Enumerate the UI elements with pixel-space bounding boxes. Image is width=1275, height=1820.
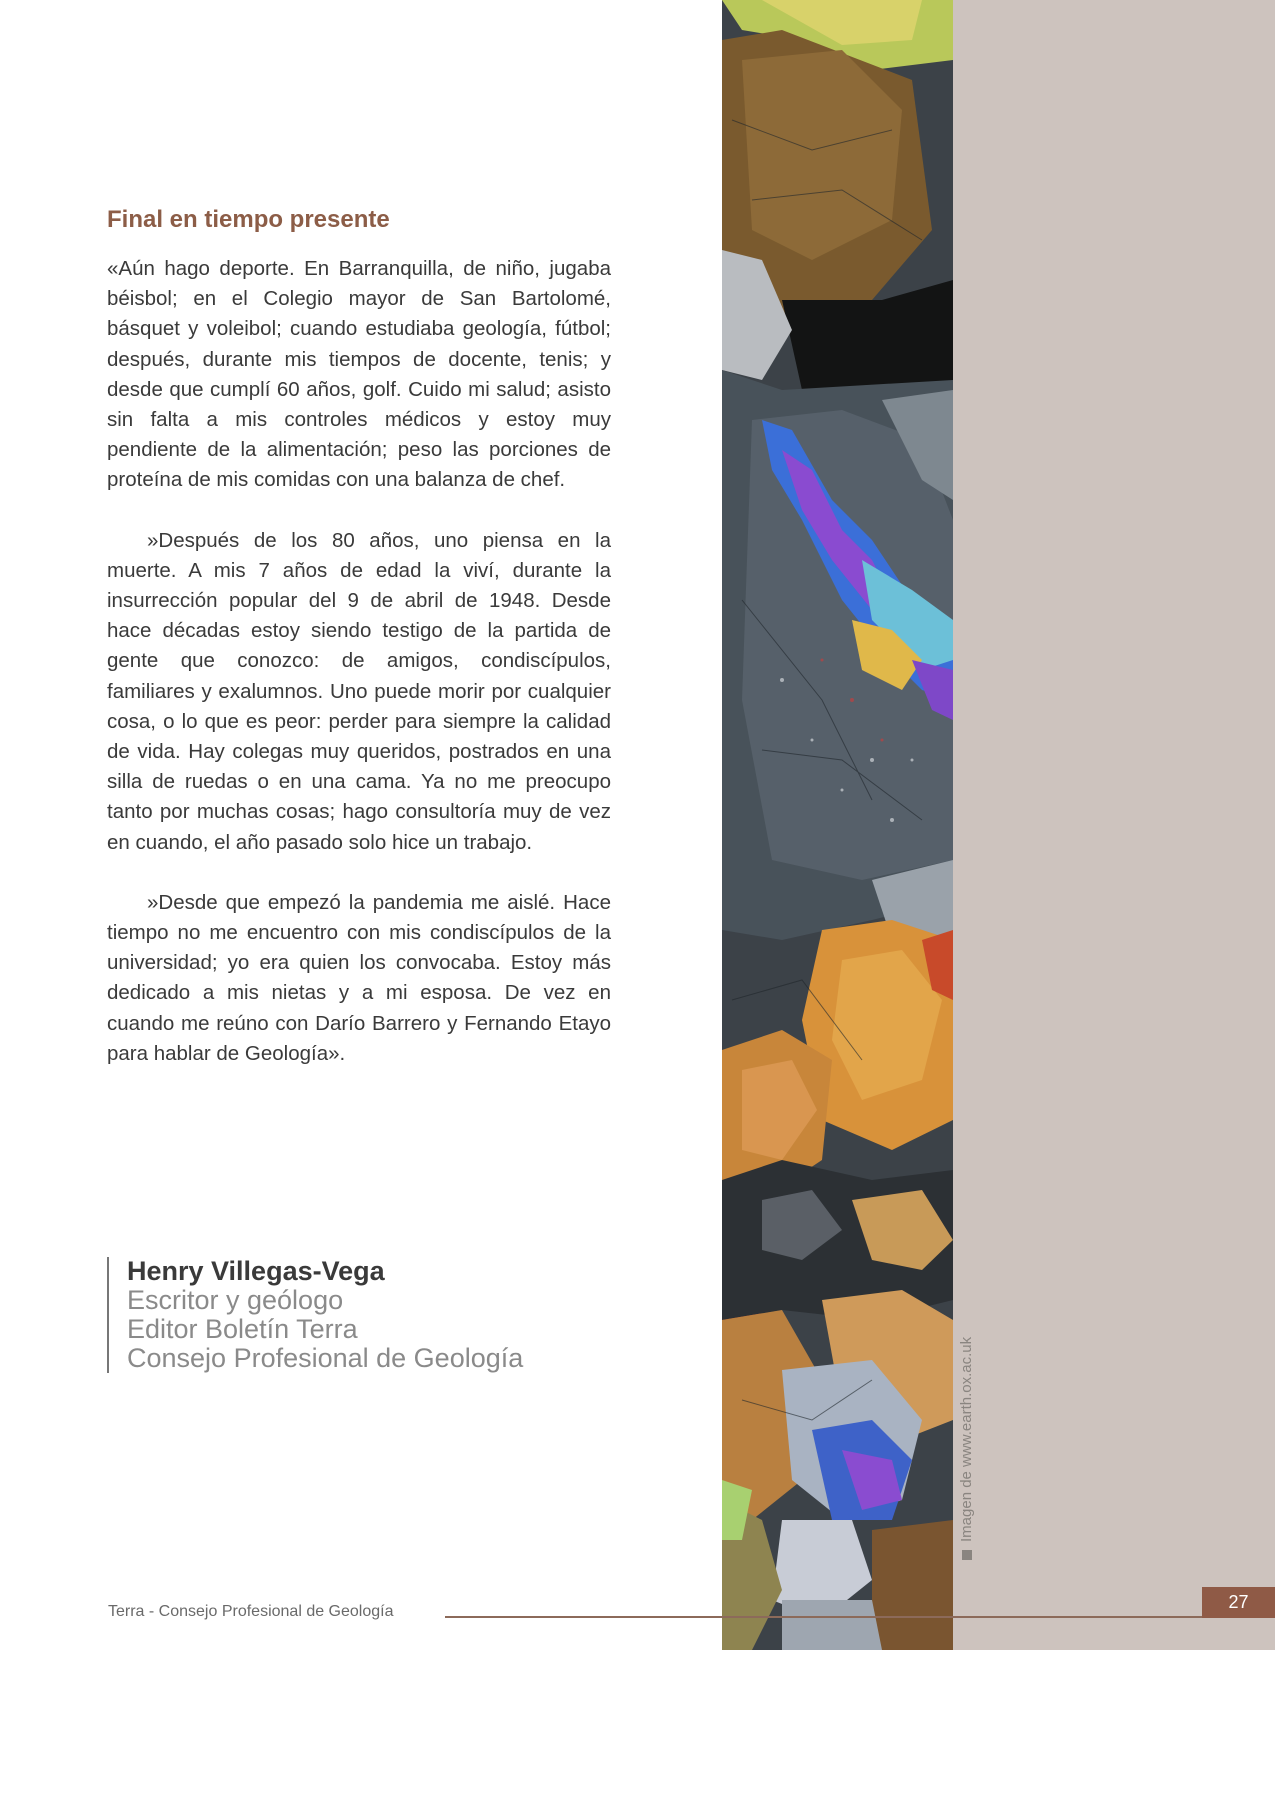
square-bullet-icon: [962, 1550, 972, 1560]
section-heading: Final en tiempo presente: [107, 206, 390, 233]
author-name: Henry Villegas-Vega: [127, 1256, 385, 1286]
side-panel: [952, 0, 1275, 1650]
footer-divider: [445, 1616, 1275, 1618]
footer-publication: Terra - Consejo Profesional de Geología: [108, 1603, 394, 1620]
mineral-thin-section-image: [722, 0, 953, 1650]
paragraph-2: »Después de los 80 años, uno piensa en la muerte. A mis 7 años de edad la viví, durante la insurrección popular del 9 de abril de 1948. Desde hace décadas estoy siendo testigo de la partida de gente que conozco: de amigos, condiscípulos, familiares y exalumnos. Uno puede morir por cualquier cosa, o lo que es peor: perder para siempre la calidad de vida. Hay colegas muy queridos, postrados en una silla de ruedas o en una cama. Ya no me preocupo tanto por muchas cosas; hago consultoría muy de vez en cuando, el año pasado solo hice un trabajo.: [107, 528, 611, 854]
image-credit-text: Imagen de www.earth.ox.ac.uk: [958, 1336, 975, 1542]
paragraph-3: »Desde que empezó la pandemia me aislé. Hace tiempo no me encuentro con mis condiscípulos de la universidad; yo era quien los convocaba. Estoy más dedicado a mis nietas y a mi esposa. De vez en cuando me reúno con Darío Barrero y Fernando Etayo para hablar de Geología».: [107, 890, 611, 1065]
paragraph-1: «Aún hago deporte. En Barranquilla, de niño, jugaba béisbol; en el Colegio mayor de San Bartolomé, básquet y voleibol; cuando estudiaba geología, fútbol; después, durante mis tiempos de docente, tenis; y desde que cumplí 60 años, golf. Cuido mi salud; asisto sin falta a mis controles médicos y estoy muy pendiente de la alimentación; peso las porciones de proteína de mis comidas con una balanza de chef.: [107, 257, 611, 492]
article-body: [107, 200, 611, 1099]
author-signature: [107, 1257, 523, 1373]
author-organization: Consejo Profesional de Geología: [127, 1343, 524, 1373]
page-number: 27: [1202, 1587, 1275, 1618]
author-role: Escritor y geólogo: [127, 1285, 344, 1315]
image-credit: [958, 1336, 986, 1820]
author-position: Editor Boletín Terra: [127, 1314, 358, 1344]
